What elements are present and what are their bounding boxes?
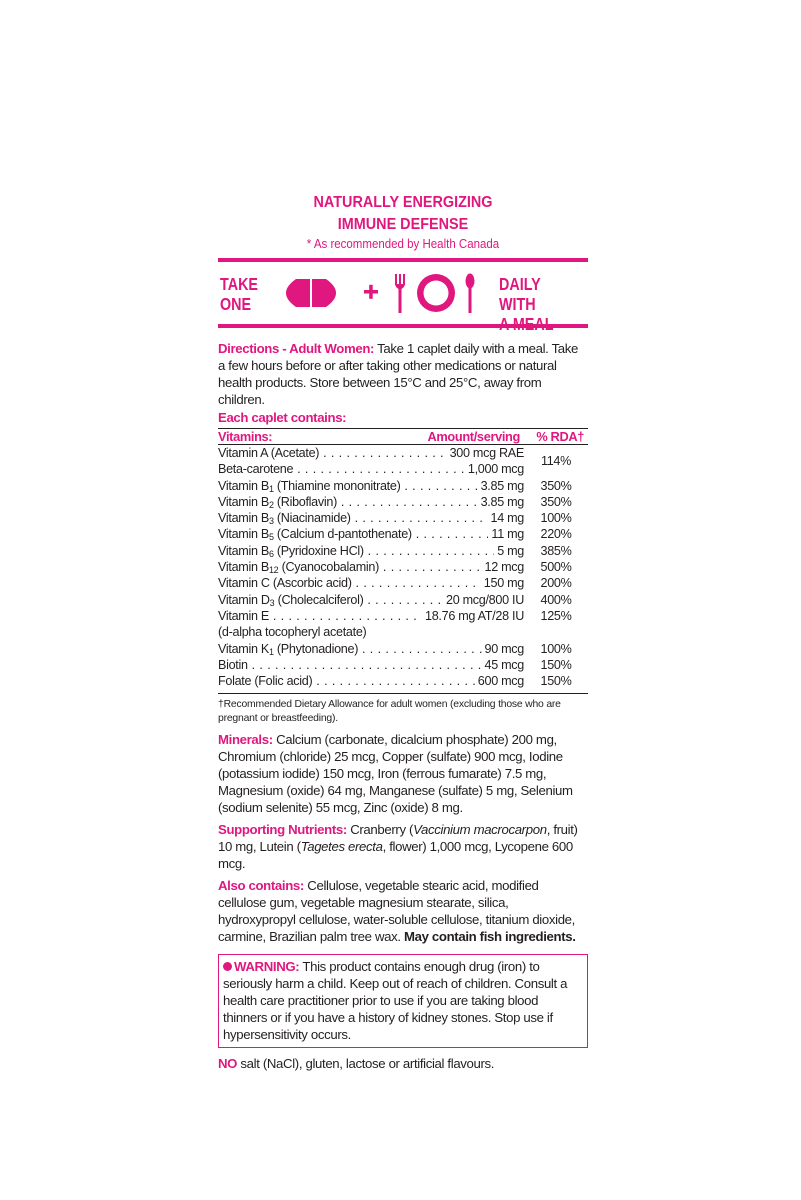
vitamin-name-cell xyxy=(218,445,524,461)
also-contains-label: Also contains: xyxy=(218,878,304,894)
health-canada-note: * As recommended by Health Canada xyxy=(306,237,500,251)
vitamins-header-amount: Amount/serving xyxy=(427,429,520,444)
vitamin-name-cell xyxy=(218,657,524,673)
vitamin-name-cell xyxy=(218,641,524,657)
no-label: NO xyxy=(218,1056,238,1072)
minerals-text: Calcium (carbonate, dicalcium phosphate) 200 mg, Chromium (chloride) 25 mcg, Copper (sulfate) 900 mcg, Iodine (potassium iodide) 150 mcg, Iron (ferrous fumarate) 7.5 mg, Magnesium (oxide) 64 mg, Manganese (sulfate) 5 mg, Selenium (sodium selenite) 55 mcg, Zinc (oxide) 8 mg. xyxy=(218,732,573,816)
vitamin-row xyxy=(218,543,588,559)
vitamin-name: Folate (Folic acid) . . . xyxy=(218,673,475,689)
minerals-paragraph xyxy=(218,731,588,816)
vitamin-row xyxy=(218,510,588,526)
vitamin-row xyxy=(218,454,588,477)
vitamin-rda: 100% xyxy=(540,641,572,656)
vitamin-name: Vitamin $B_{12}$ (Cyanocobalamin) . . . xyxy=(218,559,482,575)
vitamin-row xyxy=(218,608,588,624)
vitamin-name-cell xyxy=(218,543,524,559)
warning-dot-icon xyxy=(223,962,232,971)
vitamin-amount: 14 mg xyxy=(487,510,524,526)
vitamin-name: Vitamin $B_2$ (Riboflavin) . . . xyxy=(218,494,478,510)
directions-label: Directions - Adult Women: xyxy=(218,341,375,356)
vitamin-rda: 350% xyxy=(540,494,572,509)
directions-text: Take 1 caplet daily with a meal. Take a few hours before or after taking other medications or natural health products. Store between 15°C and 25°C, away from children. xyxy=(218,341,579,407)
vitamin-rda: 350% xyxy=(540,478,572,493)
vitamin-rda: 385% xyxy=(540,543,572,558)
vitamin-amount: 18.76 mg AT/28 IU xyxy=(422,608,524,624)
plate-icon xyxy=(417,274,455,312)
vitamin-amount: 300 mcg RAE xyxy=(447,445,524,461)
warning-text: This product contains enough drug (iron) to seriously harm a child. Keep out of reach of children. Consult a health care practitioner prior to use if you are taking blood thinners or if you have a history of kidney stones. Stop use if hypersensitivity occurs. xyxy=(223,959,568,1043)
vitamin-row xyxy=(218,494,588,510)
vitamin-row xyxy=(218,592,588,608)
vitamin-name-cell xyxy=(218,526,524,542)
vitamin-name-cell xyxy=(218,559,524,575)
also-contains-paragraph xyxy=(218,877,588,945)
vitamins-header-name: Vitamins: xyxy=(218,429,273,444)
vitamin-row xyxy=(218,478,588,494)
vitamin-rda: 500% xyxy=(540,560,572,575)
vitamin-name-cell xyxy=(218,673,524,689)
also-contains-text: Cellulose, vegetable stearic acid, modified cellulose gum, vegetable magnesium stearate, silica, hydroxypropyl cellulose, water-soluble cellulose, titanium dioxide, carmine, Brazilian palm tree wax. xyxy=(218,878,575,945)
supporting-text-1: Cranberry ( xyxy=(346,822,414,838)
vitamin-rda: 125% xyxy=(540,608,572,623)
plus-icon xyxy=(364,285,378,299)
take-one-line-2: ONE xyxy=(220,294,252,314)
no-ingredients-line xyxy=(218,1055,588,1072)
vitamin-name: Vitamin $B_6$ (Pyridoxine HCl) . . . xyxy=(218,543,494,559)
vitamin-e-note: (d-alpha tocopheryl acetate) xyxy=(218,625,367,640)
daily-with-meal-label xyxy=(499,274,572,334)
vitamin-rda: 114% xyxy=(540,454,572,469)
rda-footnote: †Recommended Dietary Allowance for adult women (excluding those who are pregnant or breastfeeding). xyxy=(218,699,561,725)
vitamin-name: Vitamin E . . . xyxy=(218,608,422,624)
vitamin-amount: 45 mcg xyxy=(482,657,525,673)
vitamin-name-cell xyxy=(218,510,524,526)
vitamin-name-cell xyxy=(218,461,524,477)
vitamin-name-cell xyxy=(218,592,524,608)
vitamin-rda: 100% xyxy=(540,511,572,526)
vitamin-name-cell xyxy=(218,494,524,510)
vitamin-amount: 11 mg xyxy=(488,526,524,542)
fork-icon xyxy=(395,274,405,313)
vitamin-row xyxy=(218,575,588,591)
vitamin-amount: 12 mcg xyxy=(482,559,525,575)
supporting-text-2: , fruit) 10 mg, Lutein ( xyxy=(218,822,578,855)
vitamin-name: Vitamin $B_1$ (Thiamine mononitrate) . . . xyxy=(218,478,478,494)
vitamin-name: Vitamin $D_3$ (Cholecalciferol) . . . xyxy=(218,592,443,608)
dosage-strip xyxy=(218,262,588,334)
directions-paragraph xyxy=(218,340,588,408)
vitamin-amount: 600 mcg xyxy=(475,673,524,689)
fish-ingredients-note: May contain fish ingredients. xyxy=(403,929,576,945)
each-caplet-heading: Each caplet contains: xyxy=(218,410,347,425)
minerals-label: Minerals: xyxy=(218,732,273,748)
vitamin-amount: 5 mg xyxy=(494,543,524,559)
vitamin-row xyxy=(218,641,588,657)
vitamin-amount: 90 mcg xyxy=(482,641,525,657)
supporting-label: Supporting Nutrients: xyxy=(218,822,347,838)
vitamin-rda: 150% xyxy=(540,657,572,672)
vitamin-row xyxy=(218,526,588,542)
vitamin-amount: 3.85 mg xyxy=(478,494,524,510)
no-text: salt (NaCl), gluten, lactose or artificial flavours. xyxy=(237,1056,495,1072)
supporting-latin-2: Tagetes erecta xyxy=(300,839,383,855)
label-body xyxy=(218,340,588,1072)
vitamin-name: Vitamin A (Acetate) . . . xyxy=(218,445,447,461)
warning-label: WARNING: xyxy=(234,959,300,975)
vitamin-amount: 150 mg xyxy=(481,575,524,591)
vitamin-name-cell xyxy=(218,575,524,591)
vitamin-name: Vitamin $B_3$ (Niacinamide) . . . xyxy=(218,510,487,526)
vitamin-row xyxy=(218,657,588,673)
vitamin-amount: 3.85 mg xyxy=(478,478,524,494)
spoon-icon xyxy=(466,274,475,314)
title-line-1: NATURALLY ENERGIZING xyxy=(313,194,493,211)
caplet-icon xyxy=(286,279,336,307)
title-line-2: IMMUNE DEFENSE xyxy=(337,216,469,233)
vitamin-name: Biotin . . . xyxy=(218,657,482,673)
vitamin-name: Vitamin $K_1$ (Phytonadione) . . . xyxy=(218,641,482,657)
supporting-nutrients-paragraph xyxy=(218,821,588,872)
vitamin-name: Vitamin C (Ascorbic acid) . . . xyxy=(218,575,481,591)
vitamin-amount: 1,000 mcg xyxy=(465,461,524,477)
vitamin-row xyxy=(218,559,588,575)
vitamins-table-header xyxy=(218,428,588,445)
vitamin-rda: 220% xyxy=(540,527,572,542)
vitamins-table xyxy=(218,445,588,694)
supplement-label-panel xyxy=(218,192,588,1072)
take-one-line-1: TAKE xyxy=(220,274,259,294)
vitamin-name-cell xyxy=(218,478,524,494)
vitamin-rda: 150% xyxy=(540,674,572,689)
warning-box xyxy=(218,954,588,1048)
vitamins-header-rda: % RDA† xyxy=(536,429,584,444)
vitamin-row xyxy=(218,673,588,689)
supporting-text-3: , flower) 1,000 mcg, Lycopene 600 mcg. xyxy=(218,839,573,872)
vitamin-rda: 200% xyxy=(540,576,572,591)
vitamin-name: Vitamin $B_5$ (Calcium d-pantothenate) . . . xyxy=(218,526,488,542)
daily-line-2: A MEAL xyxy=(499,314,554,334)
vitamin-name: Beta-carotene . . . xyxy=(218,461,465,477)
daily-line-1: DAILY WITH xyxy=(499,274,541,314)
vitamin-rda: 400% xyxy=(540,592,572,607)
vitamin-amount: 20 mcg/800 IU xyxy=(443,592,524,608)
vitamin-name-cell xyxy=(218,608,524,624)
supporting-latin-1: Vaccinium macrocarpon xyxy=(413,822,547,838)
